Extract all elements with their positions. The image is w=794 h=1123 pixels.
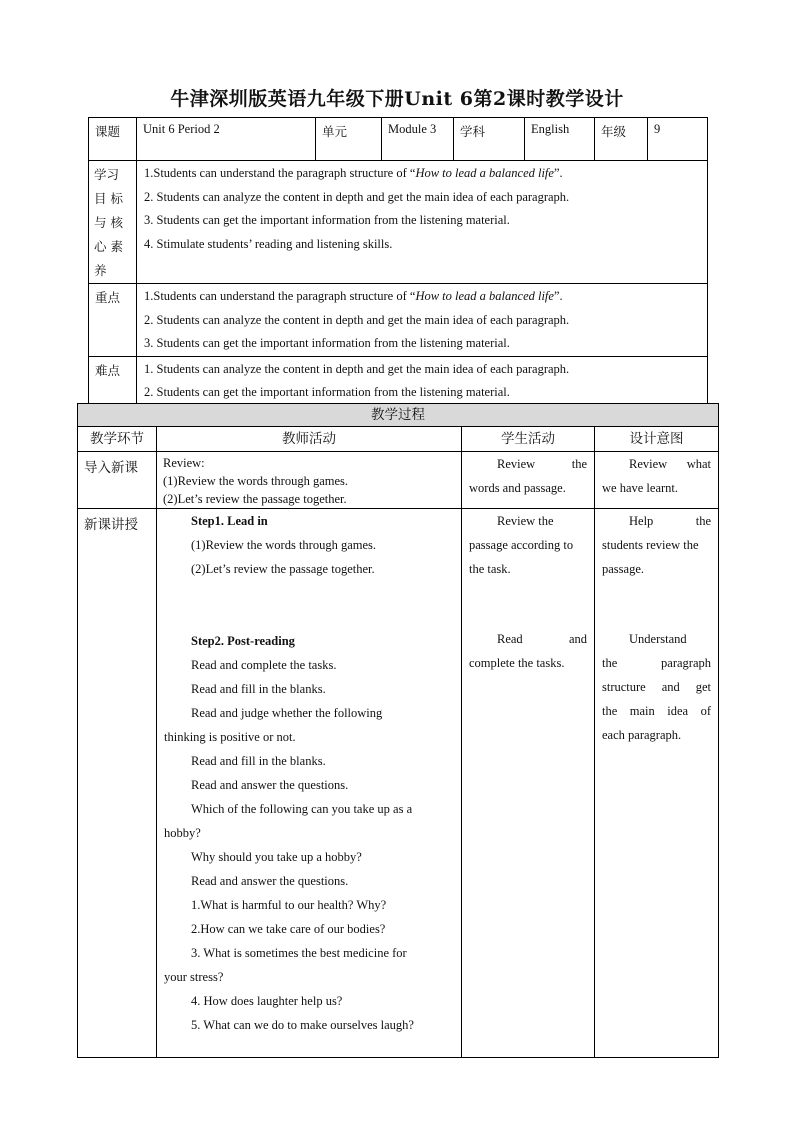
topic-label: 课题 — [89, 118, 137, 161]
goals-label-line: 目 标 — [94, 191, 123, 206]
subject-label: 学科 — [454, 118, 525, 161]
unit-value: Module 3 — [382, 118, 454, 161]
grade-label: 年级 — [595, 118, 648, 161]
difficulty-item: 2. Students can get the important information from the listening material. — [144, 385, 510, 399]
key-points-label: 重点 — [89, 284, 137, 357]
stage-new-lesson: 新课讲授 — [78, 509, 157, 1058]
goal-item: 2. Students can analyze the content in depth and get the main idea of each paragraph. — [144, 189, 570, 204]
goals-label — [89, 161, 137, 284]
goal-item: 1.Students can understand the paragraph structure of “How to lead a balanced life”. — [144, 166, 563, 180]
goal-item: 4. Stimulate students’ reading and listening skills. — [144, 236, 393, 251]
difficulties-label: 难点 — [89, 356, 137, 405]
key-point-item: 2. Students can analyze the content in depth and get the main idea of each paragraph. — [144, 312, 570, 327]
teacher-activity-new-lesson: Step1. Lead in (1)Review the words through games. (2)Let’s review the passage together. Step2. Post-reading Read and complete the tasks. Read and fill in the blanks. Read and judge whether the following thinking is positive or not. Read and fill in the blanks. Read and answer the questions. Which of the following can you take up as a hobby? Why should you take up a hobby? Read and answer the questions. 1.What is harmful to our health? Why? 2.How can we take care of our bodies? 3. What is sometimes the best medicine for your stress? 4. How does laughter help us? 5. What can we do to make ourselves laugh? — [157, 509, 462, 1058]
process-table — [77, 403, 719, 1058]
goals-label-line: 与 核 — [94, 215, 123, 230]
key-point-item: 1.Students can understand the paragraph structure of “How to lead a balanced life”. — [144, 289, 563, 303]
goals-label-line: 心 素 — [94, 239, 123, 254]
unit-label: 单元 — [316, 118, 382, 161]
goals-label-line: 学习 — [94, 167, 120, 182]
column-header: 学生活动 — [462, 427, 595, 452]
student-activity-intro: Review the words and passage. — [462, 452, 595, 509]
design-intent-new-lesson: Help the students review the passage. Understand the paragraph structure and get the main idea of each paragraph. — [595, 509, 719, 1058]
step1-title: Step1. Lead in — [191, 514, 268, 528]
difficulty-item: 1. Students can analyze the content in depth and get the main idea of each paragraph. — [144, 361, 570, 376]
step2-title: Step2. Post-reading — [191, 634, 295, 648]
teacher-activity-intro: Review: (1)Review the words through games. (2)Let’s review the passage together. — [157, 452, 462, 509]
process-section-title: 教学过程 — [78, 404, 719, 427]
grade-value: 9 — [648, 118, 708, 161]
student-activity-new-lesson: Review the passage according to the task. Read and complete the tasks. — [462, 509, 595, 1058]
topic-value: Unit 6 Period 2 — [137, 118, 316, 161]
column-header: 设计意图 — [595, 427, 719, 452]
difficulties-content — [137, 356, 708, 405]
goals-content — [137, 161, 708, 284]
key-point-item: 3. Students can get the important information from the listening material. — [144, 336, 510, 350]
key-points-content — [137, 284, 708, 357]
stage-intro: 导入新课 — [78, 452, 157, 509]
design-intent-intro: Review what we have learnt. — [595, 452, 719, 509]
page-title: 牛津深圳版英语九年级下册Unit 6第2课时教学设计 — [170, 88, 624, 110]
column-header: 教学环节 — [78, 427, 157, 452]
column-header: 教师活动 — [157, 427, 462, 452]
goals-label-line: 养 — [94, 263, 107, 278]
goal-item: 3. Students can get the important information from the listening material. — [144, 213, 510, 227]
subject-value: English — [525, 118, 595, 161]
lesson-info-table — [88, 117, 708, 406]
